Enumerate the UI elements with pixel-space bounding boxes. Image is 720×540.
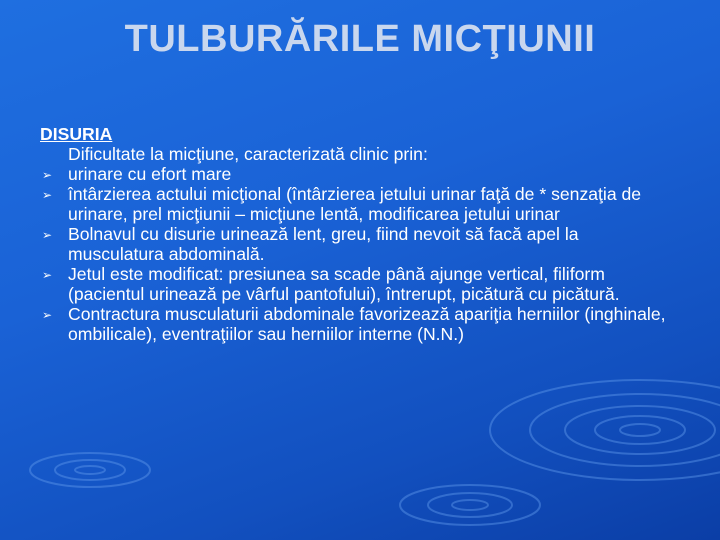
bullet-text: Contractura musculaturii abdominale favorizează apariţia herniilor (inghinale, ombilicale), eventraţiilor sau herniilor interne (N.N.) — [68, 304, 666, 344]
list-item — [40, 184, 670, 224]
list-item — [40, 224, 670, 264]
slide-title: TULBURĂRILE MICŢIUNII — [124, 18, 596, 60]
arrow-bullet-icon: ➢ — [42, 268, 53, 282]
list-item — [40, 304, 670, 344]
arrow-bullet-icon: ➢ — [42, 168, 53, 182]
section-heading: DISURIA — [40, 124, 113, 144]
intro-text: Dificultate la micţiune, caracterizată clinic prin: — [68, 144, 428, 164]
bullet-text: Bolnavul cu disurie urinează lent, greu, fiind nevoit să facă apel la musculatura abdominală. — [68, 224, 579, 264]
arrow-bullet-icon: ➢ — [42, 188, 53, 202]
bullet-text: întârzierea actului micţional (întârzierea jetului urinar faţă de * senzaţia de urinare, prel micţiunii – micţiune lentă, modificarea jetului urinar — [68, 184, 642, 224]
bullet-list — [40, 164, 670, 344]
slide-body — [40, 124, 670, 344]
bullet-text: urinare cu efort mare — [68, 164, 232, 184]
list-item — [40, 264, 670, 304]
arrow-bullet-icon: ➢ — [42, 228, 53, 242]
arrow-bullet-icon: ➢ — [42, 308, 53, 322]
bullet-text: Jetul este modificat: presiunea sa scade până ajunge vertical, filiform (pacientul urinează pe vârful pantofului), întrerupt, picătură cu picătură. — [68, 264, 620, 304]
list-item — [40, 164, 670, 184]
